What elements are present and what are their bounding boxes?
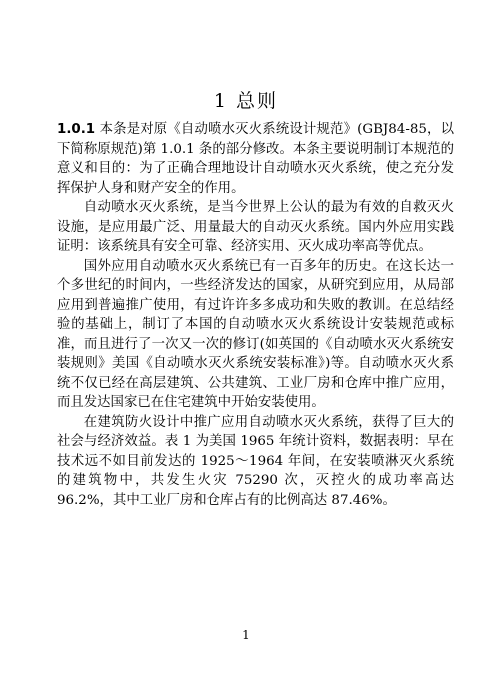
body-text <box>57 120 454 510</box>
paragraph-2: 自动喷水灭火系统，是当今世界上公认的最为有效的自救灭火设施，是应用最广泛、用量最大的自动灭火系统。国内外应用实践证明：该系统具有安全可靠、经济实用、灭火成功率高等优点。 <box>57 200 454 254</box>
clause-number: 1.0.1 <box>57 122 96 137</box>
paragraph-3: 国外应用自动喷水灭火系统已有一百多年的历史。在这长达一个多世纪的时间内，一些经济发达的国家，从研究到应用，从局部应用到普遍推广使用，有过许许多多成功和失败的教训。在总结经验的基础上，制订了本国的自动喷水灭火系统设计安装规范或标准，而且进行了一次又一次的修订(如英国的《自动喷水灭火系统安装规则》美国《自动喷水灭火系统安装标准》)等。自动喷水灭火系统不仅已经在高层建筑、公共建筑、工业厂房和仓库中推广应用，而且发达国家已在住宅建筑中开始安装使用。 <box>57 258 454 410</box>
chapter-title: 1 总则 <box>213 90 279 112</box>
paragraph-4: 在建筑防火设计中推广应用自动喷水灭火系统，获得了巨大的社会与经济效益。表 1 为美国 1965 年统计资料，数据表明：早在技术远不如目前发达的 1925～1964 年间，在安装喷淋灭火系统的建筑物中，共发生火灾 75290 次，灭控火的成功率高达 96.2%，其中工业厂房和仓库占有的比例高达 87.46%。 <box>57 414 454 508</box>
page-number: 1 <box>242 628 250 642</box>
paragraph-1 <box>57 120 454 198</box>
paragraph-1-text: 本条是对原《自动喷水灭火系统设计规范》(GBJ84-85，以下简称原规范)第 1.0.1 条的部分修改。本条主要说明制订本规范的意义和目的：为了正确合理地设计自动喷水灭火系统，使之充分发挥保护人身和财产安全的作用。 <box>57 122 455 196</box>
